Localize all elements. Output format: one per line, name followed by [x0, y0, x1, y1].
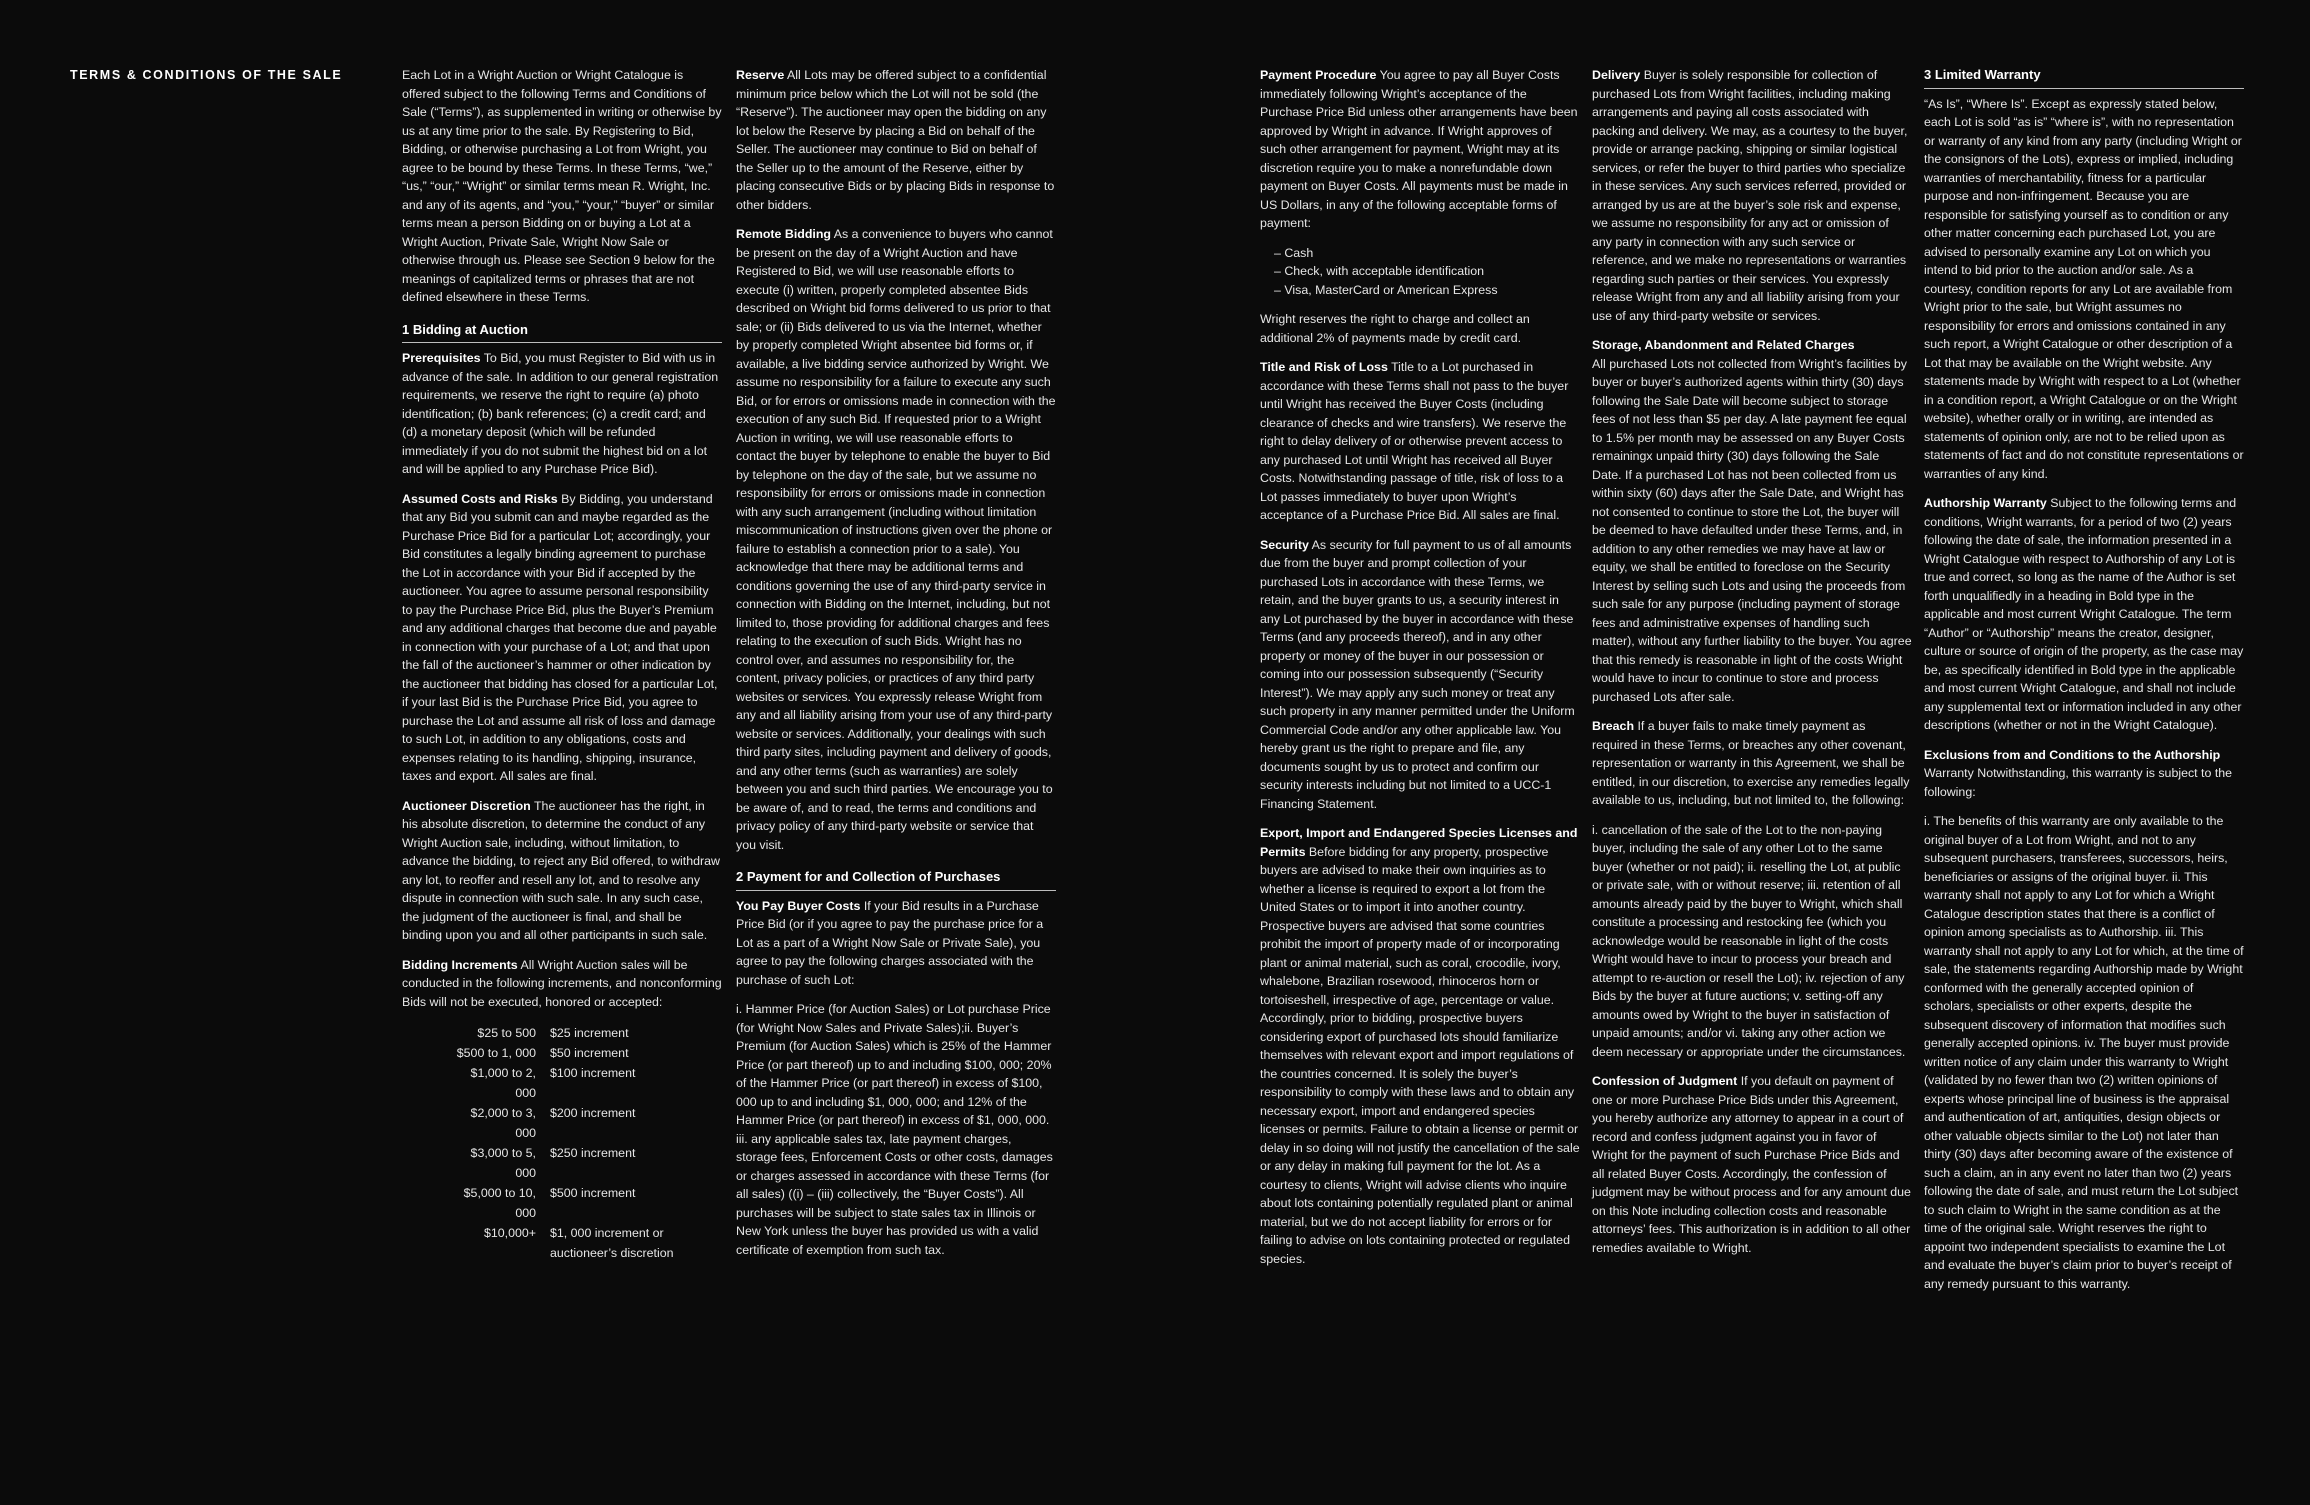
title-risk-paragraph [1260, 358, 1580, 525]
table-row [450, 1023, 700, 1043]
bidding-increments-paragraph [402, 956, 722, 1012]
column-5 [1924, 66, 2244, 1304]
section-heading-warranty: 3 Limited Warranty [1924, 66, 2244, 89]
auctioneer-discretion-heading: Auctioneer Discretion [402, 798, 531, 813]
increment-range: $2,000 to 3, 000 [470, 1106, 536, 1140]
increment-range: $10,000+ [483, 1226, 536, 1240]
increment-amount: $200 increment [550, 1106, 636, 1120]
authorship-paragraph [1924, 494, 2244, 735]
increment-range: $500 to 1, 000 [456, 1046, 536, 1060]
assumed-costs-heading: Assumed Costs and Risks [402, 491, 558, 506]
remote-bidding-paragraph [736, 225, 1056, 854]
credit-card-charge-paragraph: Wright reserves the right to charge and collect an additional 2% of payments made by credit card. [1260, 312, 1530, 345]
increment-amount: $500 increment [550, 1186, 636, 1200]
page-title: TERMS & CONDITIONS OF THE SALE [70, 68, 343, 82]
breach-paragraph [1592, 717, 1912, 810]
assumed-costs-text: By Bidding, you understand that any Bid you submit can and maybe regarded as the Purchase Price Bid for a particular Lot; accordingly, your Bid constitutes a legally binding agreement to purchase the Lot in accordance with your Bid if accepted by the auctioneer. You agree to assume personal responsibility to pay the Purchase Price Bid, plus the Buyer’s Premium and any additional charges that become due and payable in connection with your purchase of a Lot; and that upon the fall of the auctioneer’s hammer or other indication by the auctioneer that bidding has closed for a particular Lot, if your last Bid is the Purchase Price Bid, you agree to purchase the Lot and assume all risk of loss and damage to such Lot, in addition to any obligations, costs and expenses relating to its handling, shipping, insurance, taxes and export. All sales are final. [402, 491, 718, 783]
buyer-costs-text: If your Bid results in a Purchase Price Bid (or if you agree to pay the purchase price for a Lot as a part of a Wright Now Sale or Private Sale), you agree to pay the following charges associated with the purchase of such Lot: [736, 898, 1044, 987]
increment-range: $5,000 to 10, 000 [463, 1186, 536, 1220]
payment-procedure-heading: Payment Procedure [1260, 68, 1377, 82]
breach-heading: Breach [1592, 719, 1635, 733]
storage-text: All purchased Lots not collected from Wright’s facilities by buyer or buyer’s authorized agents within thirty (30) days following the Sale Date will become subject to storage fees of not less than $5 per day. A late payment fee equal to 1.5% per month may be assessed on any Buyer Costs remainingx unpaid thirty (30) days following the Sale Date. If a purchased Lot has not been collected from us within sixty (60) days after the Sale Date, and Wright has not consented to continue to store the Lot, the buyer will be deemed to have defaulted under these Terms, and, in addition to any other remedies we may have at law or equity, we shall be entitled to foreclose on the Security Interest by selling such Lots and using the proceeds from such sale for any purpose (including payment of storage fees and administrative expenses of handling such matter), without any further liability to the buyer. You agree that this remedy is reasonable in light of the costs Wright would have to incur to continue to store and process purchased Lots after sale. [1592, 356, 1912, 704]
authorship-heading: Authorship Warranty [1924, 496, 2047, 510]
delivery-text: Buyer is solely responsible for collection of purchased Lots from Wright facilities, including making arrangements and paying all costs associated with packing and delivery. We may, as a courtesy to the buyer, provide or arrange packing, shipping or similar logistical services, or refer the buyer to third parties who specialize in these services. Any such services referred, provided or arranged by us are at the buyer’s sole risk and expense, we assume no responsibility for any act or omission of any party in connection with any such service or reference, and we make no representations or warranties regarding such parties or their services. You expressly release Wright from any and all liability arising from your use of any third-party website or services. [1592, 68, 1908, 323]
security-heading: Security [1260, 537, 1309, 552]
storage-heading: Storage, Abandonment and Related Charges [1592, 338, 1855, 352]
payment-procedure-text: You agree to pay all Buyer Costs immediately following Wright’s acceptance of the Purchase Price Bid unless other arrangements have been approved by Wright in advance. If Wright approves of such other arrangement for payment, Wright may at its discretion require you to make a nonrefundable down payment on Buyer Costs. All payments must be made in US Dollars, in any of the following acceptable forms of payment: [1260, 68, 1578, 230]
auctioneer-discretion-paragraph [402, 797, 722, 945]
reserve-text: All Lots may be offered subject to a confidential minimum price below which the Lot will not be sold (the “Reserve”). The auctioneer may open the bidding on any lot below the Reserve by placing a Bid on behalf of the Seller. The auctioneer may continue to Bid on behalf of the Seller up to the amount of the Reserve, either by placing consecutive Bids or by placing Bids in response to other bidders. [736, 68, 1055, 212]
exclusions-text: Warranty Notwithstanding, this warranty is subject to the following: [1924, 766, 2233, 799]
reserve-heading: Reserve [736, 68, 785, 82]
prerequisites-paragraph [402, 349, 722, 479]
bidding-increments-heading: Bidding Increments [402, 957, 518, 972]
delivery-paragraph [1592, 66, 1912, 325]
remote-bidding-text: As a convenience to buyers who cannot be present on the day of a Wright Auction and have Registered to Bid, we will use reasonable efforts to execute (i) written, properly completed absentee Bids described on Wright bid forms delivered to us prior to that sale; or (ii) Bids delivered to us via the Internet, whether by properly completed Wright absentee bid forms or, if available, a live bidding service authorized by Wright. We assume no responsibility for a failure to execute any such Bid, or for errors or omissions made in connection with the execution of any such Bid. If requested prior to a Wright Auction in writing, we will use reasonable efforts to contact the buyer by telephone to enable the buyer to Bid by telephone on the day of the sale, but we assume no responsibility for errors or omissions made in connection with any such arrangement (including without limitation miscommunication of instructions given over the phone or failure to establish a connection prior to a sale). You acknowledge that there may be additional terms and conditions governing the use of any third-party service in connection with Bidding on the Internet, including, but not limited to, those providing for additional charges and fees relating to the execution of such Bids. Wright has no control over, and assumes no responsibility for, the content, privacy policies, or practices of any third party websites or services. You expressly release Wright from any and all liability arising from your use of any third-party website or services. Additionally, your dealings with such third party sites, including payment and delivery of goods, and any other terms (such as warranties) are solely between you and such third parties. We encourage you to be aware of, and to read, the terms and conditions and privacy policy of any third-party website or service that you visit. [736, 227, 1056, 852]
table-row [450, 1103, 700, 1143]
exclusions-list-paragraph: i. The benefits of this warranty are only available to the original buyer of a Lot from Wright, and not to any subsequent purchasers, transferees, successors, heirs, beneficiaries or assigns of the original buyer. ii. This warranty shall not apply to any Lot for which a Wright Catalogue description states that there is a conflict of opinion among specialists as to Authorship. iii. This warranty shall not apply to any Lot for which, at the time of sale, the statements regarding Authorship made by Wright conformed with the generally accepted opinion of scholars, specialists or other experts, despite the subsequent discovery of information that modifies such generally accepted opinions. iv. The buyer must provide written notice of any claim under this warranty to Wright (validated by no fewer than two (2) written opinions of experts whose principal line of business is the appraisal and authentication of art, antiquities, design objects or other valuable objects similar to the Lot) not later than thirty (30) days after becoming aware of the existence of such a claim, an in any event no later than two (2) years following the date of sale, and must return the Lot subject to such claim to Wright in the same condition as at the time of the original sale. Wright reserves the right to appoint two independent specialists to examine the Lot and evaluate the buyer’s claim prior to buyer’s receipt of any remedy pursuant to this warranty. [1924, 814, 2244, 1291]
remedies-paragraph: i. cancellation of the sale of the Lot to the non-paying buyer, including the sale of any other Lot to the same buyer (whether or not paid); ii. reselling the Lot, at public or private sale, with or without reserve; iii. retention of all amounts already paid by the buyer to Wright, which shall constitute a processing and restocking fee (which you acknowledge would be reasonable in light of the costs Wright would have to incur to process your breach and attempt to re-auction or resell the Lot); iv. rejection of any Bids by the buyer at future auctions; v. setting-off any amounts owed by Wright to the buyer in satisfaction of unpaid amounts; and/or vi. taking any other action we deem necessary or appropriate under the circumstances. [1592, 822, 1906, 1059]
charges-paragraph: i. Hammer Price (for Auction Sales) or Lot purchase Price (for Wright Now Sales and Private Sales);ii. Buyer’s Premium (for Auction Sales) which is 25% of the Hammer Price (or part thereof) up to and including $100, 000; 20% of the Hammer Price (or part thereof) in excess of $100, 000 up to and including $1, 000, 000; and 12% of the Hammer Price (or part thereof) in excess of $1, 000, 000. iii. any applicable sales tax, late payment charges, storage fees, Enforcement Costs or other costs, damages or charges assessed in accordance with these Terms (for all sales) ((i) – (iii) collectively, the “Buyer Costs”). All purchases will be subject to state sales tax in Illinois or New York unless the buyer has provided us with a valid certificate of exemption from such tax. [736, 1002, 1053, 1257]
table-row [450, 1143, 700, 1183]
list-item: – Check, with acceptable identification [1274, 264, 1485, 278]
increment-amount: $1, 000 increment or auctioneer’s discretion [550, 1226, 674, 1260]
table-row [450, 1043, 700, 1063]
increment-amount: $250 increment [550, 1146, 636, 1160]
increments-table [450, 1023, 700, 1263]
section-heading-payment: 2 Payment for and Collection of Purchases [736, 868, 1056, 891]
bidding-increments-text: All Wright Auction sales will be conducted in the following increments, and nonconforming Bids will not be executed, honored or accepted: [402, 957, 722, 1009]
confession-heading: Confession of Judgment [1592, 1074, 1738, 1088]
prerequisites-text: To Bid, you must Register to Bid with us in advance of the sale. In addition to our general registration requirements, we reserve the right to require (a) photo identification; (b) bank references; (c) a credit card; and (d) a monetary deposit (which will be refunded immediately if you do not submit the highest bid on a lot and will be applied to any Purchase Price Bid). [402, 351, 719, 476]
export-text: Before bidding for any property, prospective buyers are advised to make their own inquiries as to whether a license is required to export a lot from the United States or to import it into another country. Prospective buyers are advised that some countries prohibit the import of property made of or incorporating plant or animal material, such as coral, crocodile, ivory, whalebone, Brazilian rosewood, rhinoceros horn or tortoiseshell, irrespective of age, percentage or value. Accordingly, prior to bidding, prospective buyers considering export of purchased lots should familiarize themselves with relevant export and import regulations of the countries concerned. It is solely the buyer’s responsibility to comply with these laws and to obtain any necessary export, import and endangered species licenses or permits. Failure to obtain a license or permit or delay in so doing will not justify the cancellation of the sale or any delay in making full payment for the lot. As a courtesy to clients, Wright will advise clients who inquire about lots containing potentially regulated plant or animal material, but we do not accept liability for errors or for failing to advise on lots containing protected or regulated species. [1260, 844, 1580, 1266]
storage-paragraph [1592, 336, 1912, 706]
increment-amount: $25 increment [550, 1026, 629, 1040]
assumed-costs-paragraph [402, 490, 722, 786]
title-risk-text: Title to a Lot purchased in accordance with these Terms shall not pass to the buyer until Wright has received the Buyer Costs (including clearance of checks and wire transfers). We reserve the right to delay delivery of or otherwise prevent access to any purchased Lot until Wright has received all Buyer Costs. Notwithstanding passage of title, risk of loss to a Lot passes immediately to buyer upon Wright’s acceptance of a Purchase Price Bid. All sales are final. [1260, 360, 1569, 522]
increment-range: $3,000 to 5, 000 [470, 1146, 536, 1180]
column-2 [736, 66, 1056, 1270]
delivery-heading: Delivery [1592, 68, 1641, 82]
increment-amount: $50 increment [550, 1046, 629, 1060]
reserve-paragraph [736, 66, 1056, 214]
buyer-costs-paragraph [736, 897, 1056, 990]
increment-range: $1,000 to 2, 000 [470, 1066, 536, 1100]
title-risk-heading: Title and Risk of Loss [1260, 360, 1388, 374]
table-row [450, 1183, 700, 1223]
increment-amount: $100 increment [550, 1066, 636, 1080]
breach-text: If a buyer fails to make timely payment as required in these Terms, or breaches any other covenant, representation or warranty in this Agreement, we shall be entitled, in our discretion, to exercise any remedies legally available to us, including, but not limited to, the following: [1592, 719, 1910, 807]
payment-procedure-paragraph [1260, 66, 1580, 233]
payment-methods-list [1260, 244, 1580, 300]
column-4 [1592, 66, 1912, 1268]
auctioneer-discretion-text: The auctioneer has the right, in his absolute discretion, to determine the conduct of any Wright Auction sale, including, without limitation, to advance the bidding, to reject any Bid offered, to withdraw any lot, to reoffer and resell any lot, and to resolve any dispute in connection with such sale. In any such case, the judgment of the auctioneer is final, and shall be binding upon you and all other participants in such sale. [402, 798, 720, 942]
increment-range: $25 to 500 [477, 1026, 536, 1040]
export-paragraph [1260, 824, 1580, 1268]
confession-text: If you default on payment of one or more Purchase Price Bids under this Agreement, you hereby authorize any attorney to appear in a court of record and confess judgment against you in favor of Wright for the payment of such Purchase Price Bids and all related Buyer Costs. Accordingly, the confession of judgment may be without process and for any amount due on this Note including collection costs and reasonable attorneys’ fees. This authorization is in addition to all other remedies available to Wright. [1592, 1074, 1911, 1255]
table-row [450, 1223, 700, 1263]
intro-paragraph: Each Lot in a Wright Auction or Wright Catalogue is offered subject to the following Terms and Conditions of Sale (“Terms”), as supplemented in writing or otherwise by us at any time prior to the sale. By Registering to Bid, Bidding, or otherwise purchasing a Lot from Wright, you agree to be bound by these Terms. In these Terms, “we,” “us,” “our,” “Wright” or similar terms mean R. Wright, Inc. and any of its agents, and “you,” “your,” “buyer” or similar terms mean a person Bidding on or buying a Lot at a Wright Auction, Private Sale, Wright Now Sale or otherwise through us. Please see Section 9 below for the meanings of capitalized terms or phrases that are not defined elsewhere in these Terms. [402, 68, 722, 304]
list-item: – Cash [1274, 245, 1314, 260]
authorship-text: Subject to the following terms and conditions, Wright warrants, for a period of two (2) years following the date of sale, the information presented in a Wright Catalogue with respect to Authorship of any Lot is true and correct, so long as the name of the Author is set forth unqualifiedly in a heading in Bold type in the applicable and most current Wright Catalogue. The term “Author” or “Authorship” means the creator, designer, culture or source of origin of the property, as the case may be, as specifically identified in Bold type in the applicable and most current Wright Catalogue, and shall not include any supplemental text or information included in any other descriptions (whether or not in the Wright Catalogue). [1924, 496, 2244, 732]
section-heading-bidding: 1 Bidding at Auction [402, 321, 722, 344]
confession-paragraph [1592, 1072, 1912, 1257]
export-heading: Export, Import and Endangered Species Licenses and Permits [1260, 826, 1578, 859]
column-3 [1260, 66, 1580, 1279]
security-paragraph [1260, 536, 1580, 814]
exclusions-heading: Exclusions from and Conditions to the Authorship [1924, 747, 2221, 762]
table-row [450, 1063, 700, 1103]
column-1 [402, 66, 722, 1263]
buyer-costs-heading: You Pay Buyer Costs [736, 898, 861, 913]
remote-bidding-heading: Remote Bidding [736, 227, 831, 241]
security-text: As security for full payment to us of all amounts due from the buyer and prompt collection of your purchased Lots in accordance with these Terms, we retain, and the buyer grants to us, a security interest in any Lot purchased by the buyer in accordance with these Terms (and any proceeds thereof), and in any other property or money of the buyer in our possession or coming into our possession subsequently (“Security Interest”). We may apply any such money or treat any such property in any manner permitted under the Uniform Commercial Code and/or any other applicable law. You hereby grant us the right to prepare and file, any documents sought by us to protect and confirm our security interests including but not limited to a UCC-1 Financing Statement. [1260, 537, 1575, 811]
list-item: – Visa, MasterCard or American Express [1274, 282, 1498, 297]
as-is-paragraph: “As Is”, “Where Is”. Except as expressly stated below, each Lot is sold “as is” “where is”, with no representation or warranty of any kind from any party (including Wright or the consignors of the Lots), express or implied, including warranties of merchantability, fitness for a particular purpose and non-infringement. Because you are responsible for satisfying yourself as to condition or any other matter concerning each purchased Lot, you are advised to personally examine any Lot on which you intend to bid prior to the auction and/or sale. As a courtesy, condition reports for any Lot are available from Wright prior to the sale, but Wright assumes no responsibility for errors and omissions contained in any such report, a Wright Catalogue or other description of a Lot that may be available on the Wright website. Any statements made by Wright with respect to a Lot (whether in a condition report, a Wright Catalogue or on the Wright website), whether orally or in writing, are intended as statements of opinion only, are not to be relied upon as statements of fact and do not constitute representations or warranties of any kind. [1924, 96, 2244, 481]
prerequisites-heading: Prerequisites [402, 351, 481, 365]
exclusions-paragraph [1924, 746, 2244, 802]
